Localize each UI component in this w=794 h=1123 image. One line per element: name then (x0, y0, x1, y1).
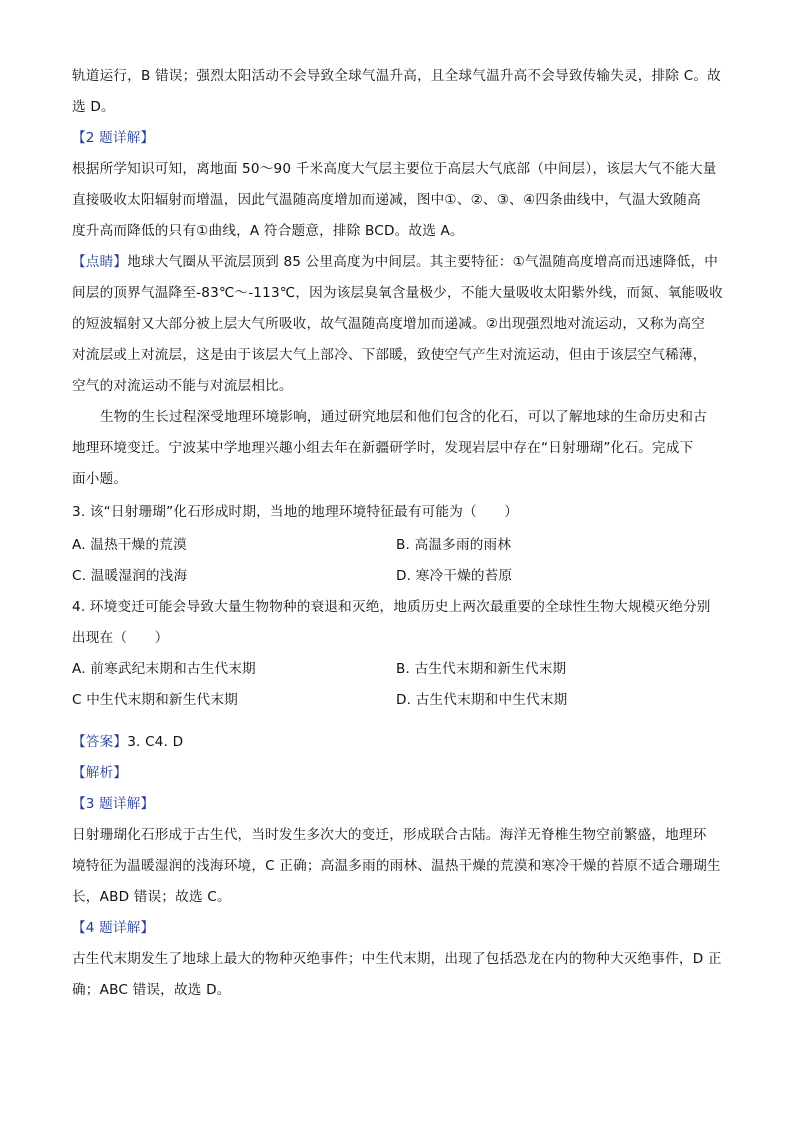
text-line: 轨道运行，B 错误；强烈太阳活动不会导致全球气温升高，且全球气温升高不会导致传输失灵，排除 C。故 (72, 68, 721, 84)
q4-option-a: A. 前寒武纪末期和古生代末期 (72, 661, 256, 677)
text-line: 空气的对流运动不能与对流层相比。 (72, 378, 293, 394)
text-line: 境特征为温暖湿润的浅海环境，C 正确；高温多雨的雨林、温热干燥的荒漠和寒冷干燥的苔原不适合珊瑚生 (72, 858, 721, 874)
q3-option-c: C. 温暖湿润的浅海 (72, 568, 188, 584)
answer-text: 3. C4. D (127, 734, 184, 750)
section-heading: 【4 题详解】 (72, 920, 155, 936)
question-3: 3. 该“日射珊瑚”化石形成时期，当地的地理环境特征最有可能为（ ） (72, 504, 519, 520)
text-line: 直接吸收太阳辐射而增温，因此气温随高度增加而递减，图中①、②、③、④四条曲线中，气温大致随高 (72, 192, 701, 208)
section-heading: 【2 题详解】 (72, 130, 155, 146)
analysis-heading: 【解析】 (72, 765, 128, 781)
text-line: 日射珊瑚化石形成于古生代，当时发生多次大的变迁，形成联合古陆。海洋无脊椎生物空前繁盛，地理环 (72, 827, 707, 843)
text-line: 根据所学知识可知，离地面 50～90 千米高度大气层主要位于高层大气底部（中间层），该层大气不能大量 (72, 161, 717, 177)
q4-option-c: C 中生代末期和新生代末期 (72, 692, 238, 708)
q3-option-a: A. 温热干燥的荒漠 (72, 537, 187, 553)
dianjing-text: 地球大气圈从平流层顶到 85 公里高度为中间层。其主要特征：①气温随高度增高而迅速降低，中 (127, 254, 719, 270)
section-heading: 【3 题详解】 (72, 796, 155, 812)
text-line: 对流层或上对流层，这是由于该层大气上部冷、下部暖，致使空气产生对流运动，但由于该层空气稀薄， (72, 347, 707, 363)
q3-option-b: B. 高温多雨的雨林 (396, 537, 512, 553)
text-line: 确；ABC 错误，故选 D。 (72, 982, 231, 998)
answer-label: 【答案】 (72, 734, 128, 750)
question-4: 4. 环境变迁可能会导致大量生物物种的衰退和灭绝，地质历史上两次最重要的全球性生物大规模灭绝分别 (72, 599, 711, 615)
text-line: 古生代末期发生了地球上最大的物种灭绝事件；中生代末期，出现了包括恐龙在内的物种大灭绝事件，D 正 (72, 951, 722, 967)
text-line: 长，ABD 错误；故选 C。 (72, 889, 231, 905)
intro-line: 面小题。 (72, 471, 128, 487)
dianjing-line (72, 252, 718, 272)
text-line: 选 D。 (72, 99, 115, 115)
dianjing-label: 【点睛】 (72, 254, 128, 270)
intro-line: 地理环境变迁。宁波某中学地理兴趣小组去年在新疆研学时，发现岩层中存在“日射珊瑚”化石。完成下 (72, 440, 694, 456)
intro-line: 生物的生长过程深受地理环境影响，通过研究地层和他们包含的化石，可以了解地球的生命历史和古 (100, 409, 707, 425)
question-4-cont: 出现在（ ） (72, 630, 169, 646)
text-line: 间层的顶界气温降至-83℃～-113℃，因为该层臭氧含量极少，不能大量吸收太阳紫外线，而氮、氧能吸收 (72, 285, 723, 301)
text-line: 的短波辐射又大部分被上层大气所吸收，故气温随高度增加而递减。②出现强烈地对流运动，又称为高空 (72, 316, 706, 332)
answer-line (72, 732, 183, 752)
q3-option-d: D. 寒冷干燥的苔原 (396, 568, 513, 584)
q4-option-b: B. 古生代末期和新生代末期 (396, 661, 567, 677)
q4-option-d: D. 古生代末期和中生代末期 (396, 692, 568, 708)
text-line: 度升高而降低的只有①曲线，A 符合题意，排除 BCD。故选 A。 (72, 223, 464, 239)
